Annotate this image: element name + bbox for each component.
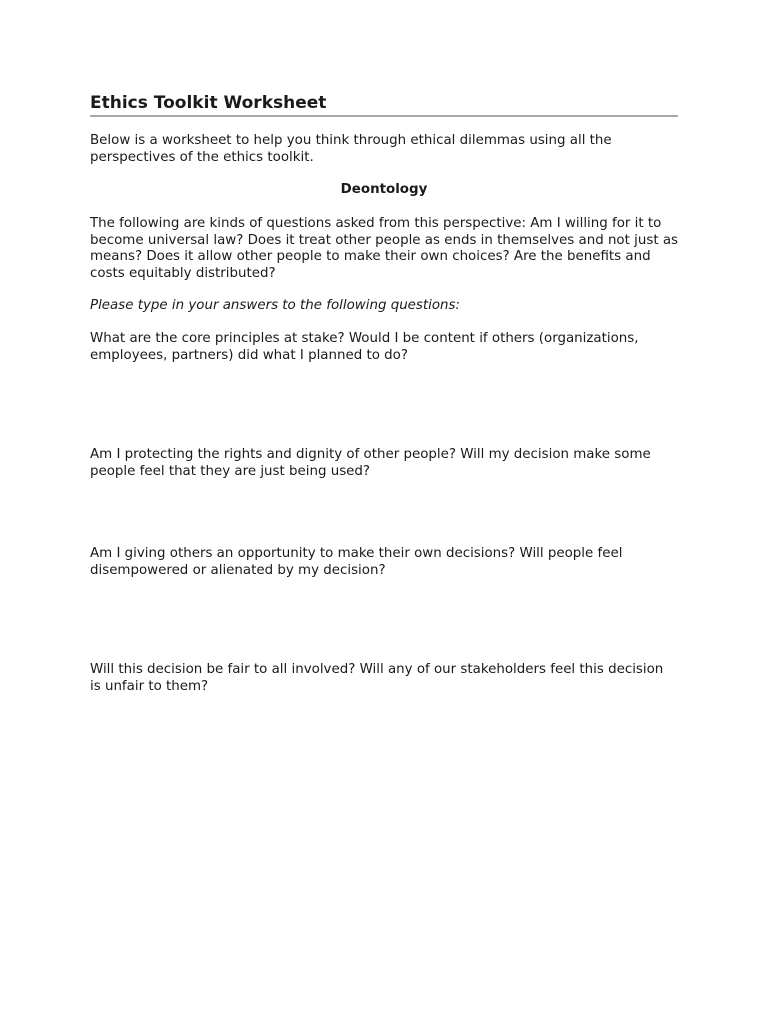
question-2: Am I protecting the rights and dignity of other people? Will my decision make some people feel that they are just being used? (90, 447, 651, 479)
instructions-text: Please type in your answers to the following questions: (90, 298, 461, 313)
section-heading: Deontology (340, 182, 428, 197)
question-1: What are the core principles at stake? Would I be content if others (organizations, employees, partners) did what I planned to do? (90, 331, 639, 363)
intro-paragraph: Below is a worksheet to help you think through ethical dilemmas using all the perspectives of the ethics toolkit. (90, 133, 612, 165)
perspective-description: The following are kinds of questions asked from this perspective: Am I willing for it to become universal law? Does it treat other people as ends in themselves and not just as means? Does it allow other people to make their own choices? Are the benefits and costs equitably distributed? (90, 216, 679, 281)
document-title: Ethics Toolkit Worksheet (90, 93, 327, 113)
question-4: Will this decision be fair to all involved? Will any of our stakeholders feel this decision is unfair to them? (90, 662, 664, 694)
title-divider (90, 115, 678, 117)
question-3: Am I giving others an opportunity to make their own decisions? Will people feel disempowered or alienated by my decision? (90, 546, 623, 578)
